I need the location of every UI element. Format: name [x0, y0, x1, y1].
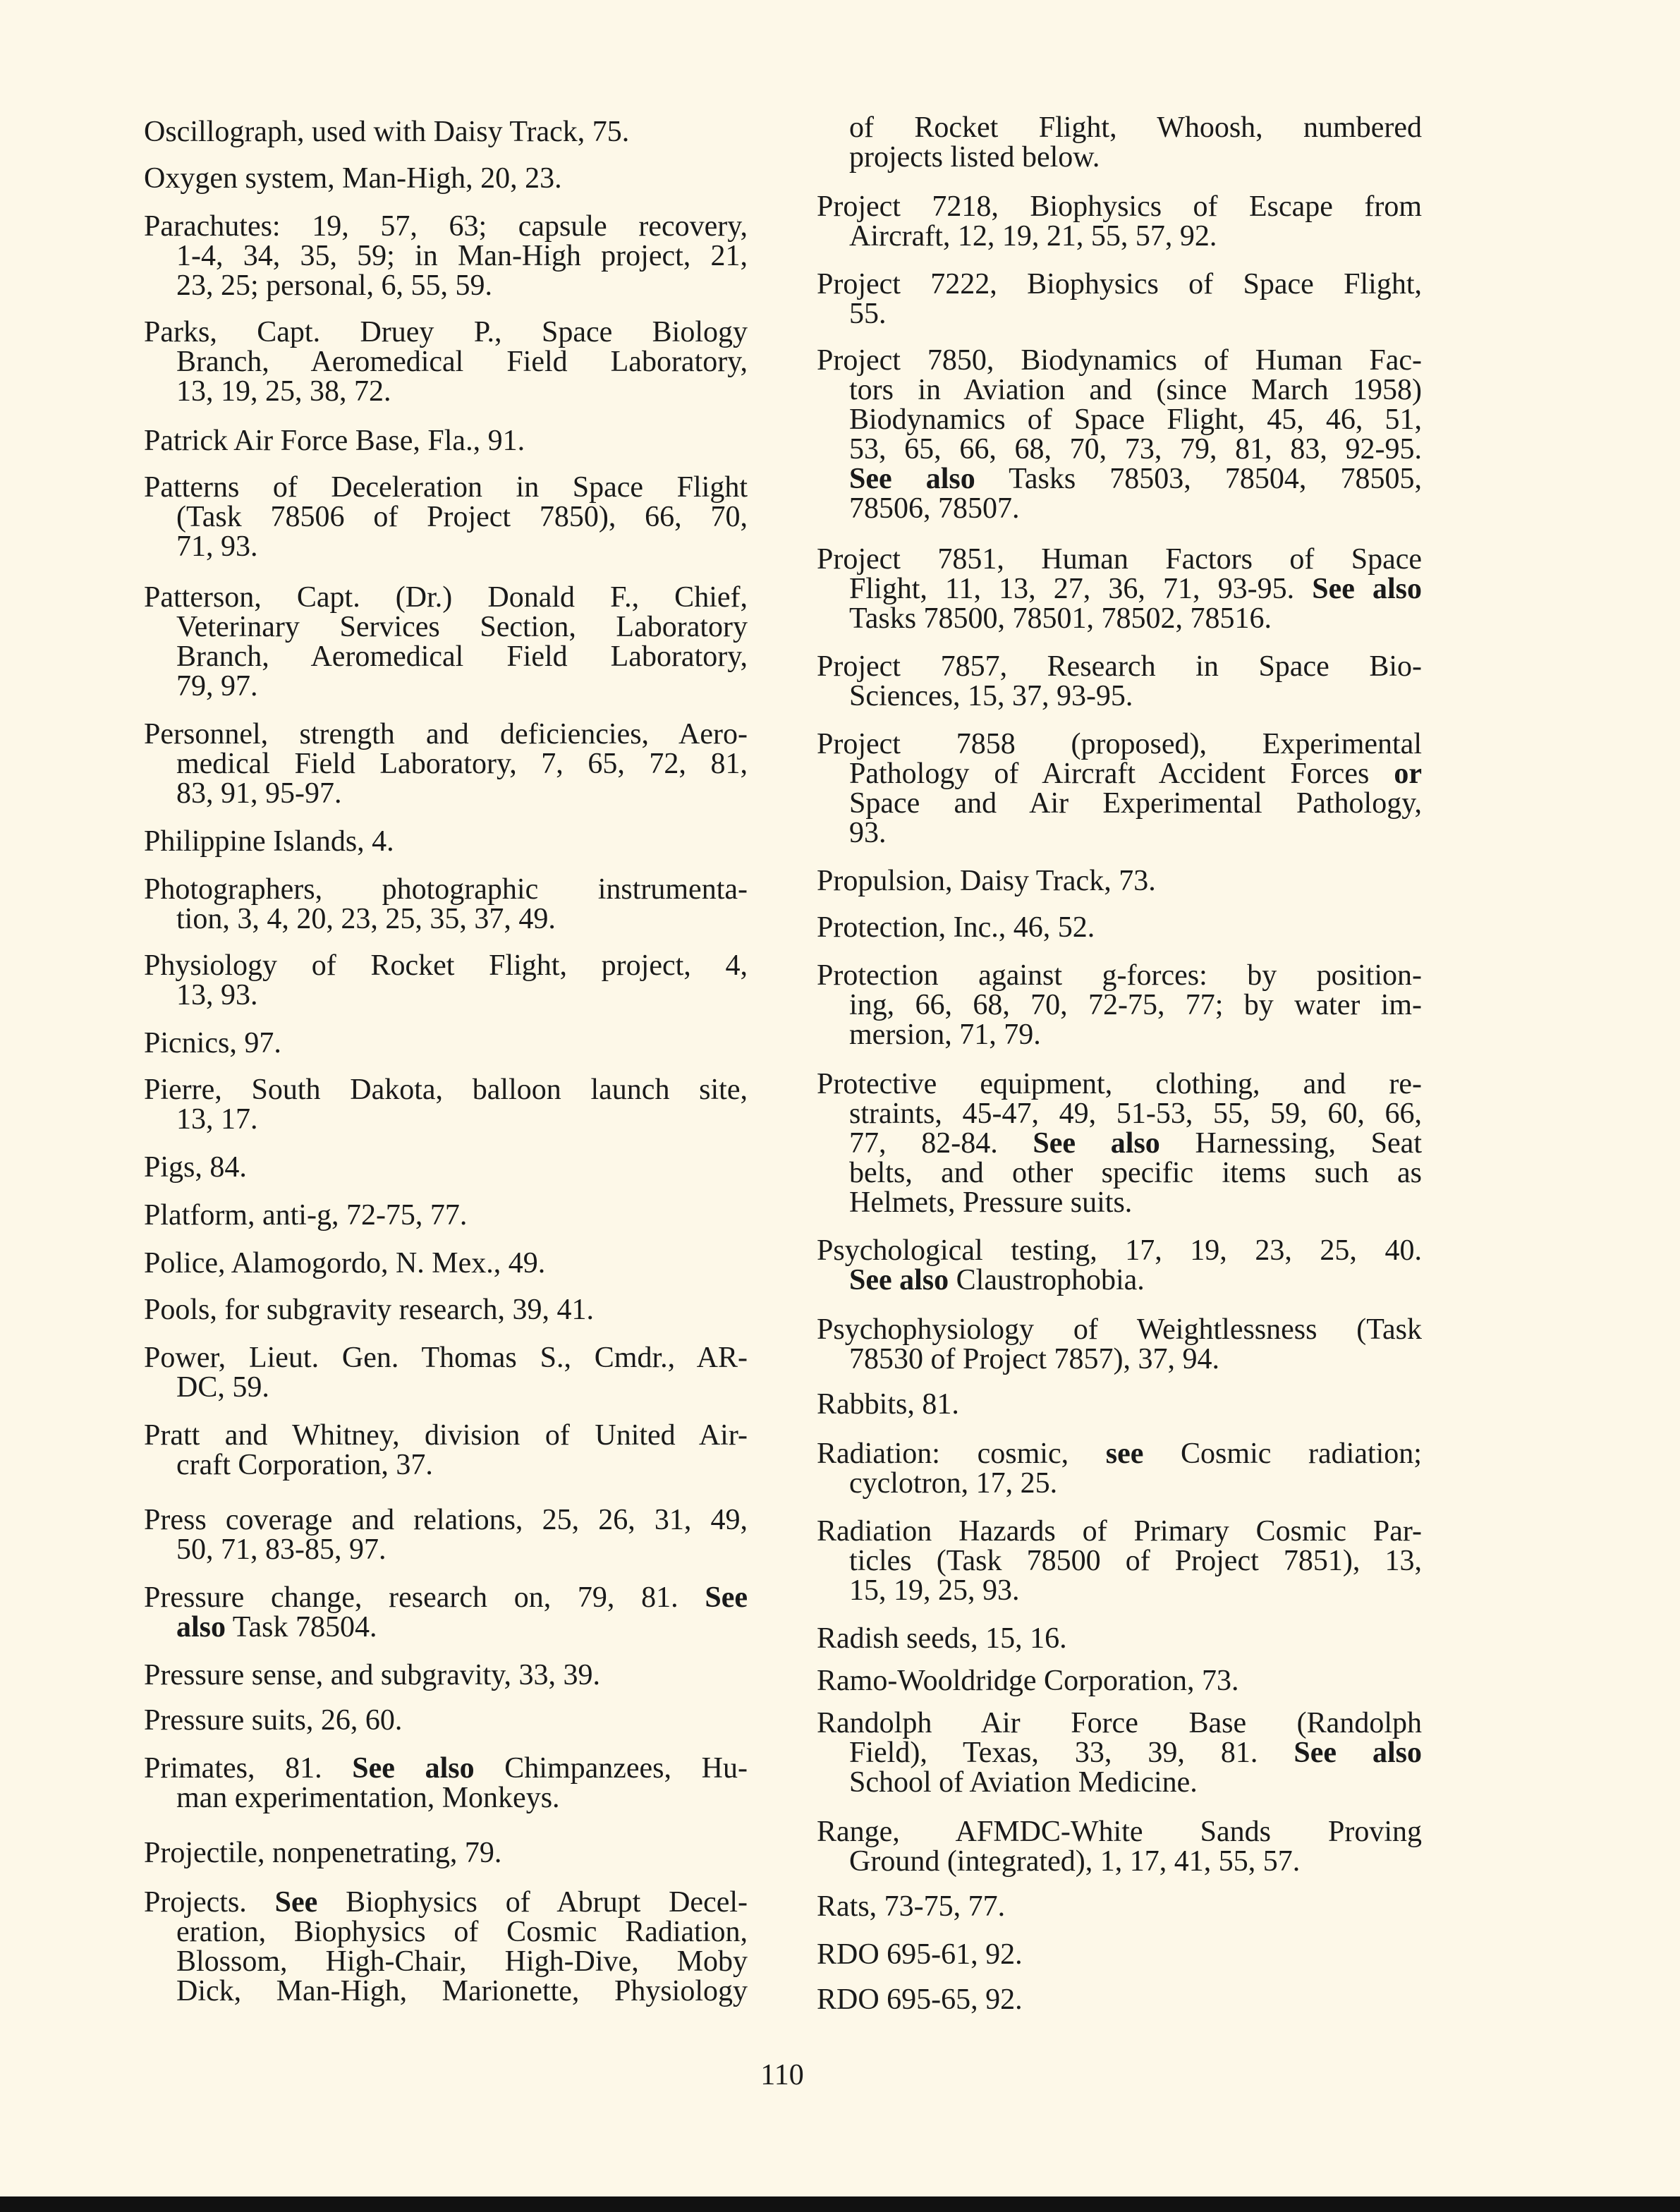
entry-text: Flight, 11, 13, 27, 36, 71, 93-95. [849, 573, 1313, 605]
index-entry-line: Psychological testing, 17, 19, 23, 25, 40. [817, 1234, 1422, 1267]
index-entry-line: Power, Lieut. Gen. Thomas S., Cmdr., AR- [144, 1342, 748, 1374]
index-entry [817, 1517, 1422, 1605]
index-entry [817, 1708, 1422, 1797]
index-entry-line: Project 7850, Biodynamics of Human Fac- [817, 344, 1422, 377]
entry-text: Primates, 81. [144, 1752, 353, 1785]
entry-text: Field), Texas, 33, 39, 81. [849, 1737, 1294, 1769]
index-entry-line: Radish seeds, 15, 16. [817, 1622, 1067, 1655]
index-entry [817, 652, 1422, 711]
index-entry [144, 1583, 748, 1642]
index-entry [817, 1315, 1422, 1374]
index-entry-line: 78530 of Project 7857), 37, 94. [849, 1343, 1219, 1375]
index-entry [817, 866, 1422, 896]
index-entry [817, 1439, 1422, 1498]
index-entry [817, 961, 1422, 1050]
index-entry-line: Aircraft, 12, 19, 21, 55, 57, 92. [849, 220, 1217, 253]
index-entry-line: belts, and other specific items such as [849, 1157, 1422, 1189]
index-entry [817, 113, 1422, 172]
index-entry-line: Philippine Islands, 4. [144, 825, 394, 858]
index-entry-line: (Task 78506 of Project 7850), 66, 70, [176, 501, 748, 533]
index-entry [144, 426, 748, 456]
index-entry-line: Photographers, photographic instrumenta- [144, 873, 748, 906]
index-entry-line: 93. [849, 817, 887, 849]
index-entry-line: tion, 3, 4, 20, 23, 25, 35, 37, 49. [176, 903, 556, 935]
entry-text: Tasks 78503, 78504, 78505, [975, 463, 1422, 495]
index-entry [817, 1624, 1422, 1653]
index-entry-line: Protection, Inc., 46, 52. [817, 911, 1095, 944]
index-entry-line: of Rocket Flight, Whoosh, numbered [849, 111, 1422, 144]
index-entry [144, 117, 748, 147]
entry-text: Task 78504. [226, 1611, 377, 1643]
index-entry-line: Radiation Hazards of Primary Cosmic Par- [817, 1515, 1422, 1548]
index-entry-line: ing, 66, 68, 70, 72-75, 77; by water im- [849, 989, 1422, 1021]
index-entry [144, 473, 748, 561]
index-entry [144, 875, 748, 934]
index-entry [817, 1940, 1422, 1969]
index-entry-line [817, 464, 1422, 494]
index-entry-line: Project 7222, Biophysics of Space Flight, [817, 268, 1422, 300]
index-entry-line: RDO 695-61, 92. [817, 1938, 1023, 1971]
index-entry-line: Helmets, Pressure suits. [849, 1186, 1133, 1219]
index-entry-line: Pierre, South Dakota, balloon launch site, [144, 1074, 748, 1106]
index-entry-line: Pressure suits, 26, 60. [144, 1704, 403, 1737]
index-entry-line: Pigs, 84. [144, 1151, 247, 1184]
index-entry [817, 1666, 1422, 1696]
index-entry-line: projects listed below. [849, 141, 1100, 174]
index-entry-line: 50, 71, 83-85, 97. [176, 1533, 386, 1566]
index-entry-line: Picnics, 97. [144, 1027, 281, 1059]
entry-text: Radiation: cosmic, [817, 1438, 1106, 1470]
index-entry-line: Range, AFMDC-White Sands Proving [817, 1816, 1422, 1848]
entry-text: Biophysics of Abrupt Decel- [317, 1886, 748, 1919]
index-entry-line: Project 7858 (proposed), Experimental [817, 728, 1422, 760]
index-entry [144, 1838, 748, 1868]
index-entry [144, 1706, 748, 1735]
page-bottom-edge [0, 2196, 1680, 2212]
index-entry [144, 951, 748, 1010]
cross-reference-label: See also [849, 1264, 949, 1296]
index-entry-line: man experimentation, Monkeys. [176, 1782, 560, 1814]
index-entry-line: cyclotron, 17, 25. [849, 1467, 1058, 1500]
index-entry-line: Ramo-Wooldridge Corporation, 73. [817, 1665, 1239, 1697]
index-entry [144, 1295, 748, 1325]
index-entry-line: 13, 19, 25, 38, 72. [176, 375, 391, 408]
index-entry-line: 13, 17. [176, 1103, 258, 1136]
index-entry-line: 53, 65, 66, 68, 70, 73, 79, 81, 83, 92-95. [849, 433, 1422, 466]
cross-reference-label: See also [1033, 1127, 1160, 1160]
index-entry-line: 55. [849, 298, 887, 330]
index-entry-line: RDO 695-65, 92. [817, 1983, 1023, 2016]
index-entry-line: Press coverage and relations, 25, 26, 31, 49, [144, 1504, 748, 1536]
index-entry-line: Project 7218, Biophysics of Escape from [817, 190, 1422, 223]
page-number: 110 [760, 2059, 804, 2091]
index-entry-line: 78506, 78507. [849, 492, 1020, 525]
index-entry-line: Branch, Aeromedical Field Laboratory, [176, 640, 748, 673]
index-entry-line: mersion, 71, 79. [849, 1019, 1041, 1051]
index-entry-line: School of Aviation Medicine. [849, 1766, 1198, 1799]
index-entry-line: Protective equipment, clothing, and re- [817, 1068, 1422, 1100]
index-entry [144, 1505, 748, 1564]
index-entry [144, 1343, 748, 1402]
cross-reference-label: also [176, 1611, 226, 1643]
index-entry-line: Oxygen system, Man-High, 20, 23. [144, 162, 562, 195]
index-entry [817, 913, 1422, 942]
index-entry [144, 1421, 748, 1480]
index-entry-line: Ground (integrated), 1, 17, 41, 55, 57. [849, 1845, 1301, 1878]
index-entry-line: Projectile, nonpenetrating, 79. [144, 1837, 502, 1869]
index-entry-line: Patrick Air Force Base, Fla., 91. [144, 425, 525, 457]
index-entry-line [144, 1754, 748, 1783]
index-entry [144, 719, 748, 808]
index-entry-line: Oscillograph, used with Daisy Track, 75. [144, 116, 630, 148]
index-entry-line [817, 1265, 1422, 1295]
index-entry-line: Propulsion, Daisy Track, 73. [817, 865, 1156, 897]
index-entry-line [817, 1738, 1422, 1768]
index-entry-line: Physiology of Rocket Flight, project, 4, [144, 949, 748, 982]
index-entry-line: Pools, for subgravity research, 39, 41. [144, 1294, 595, 1326]
index-entry-line: Patterns of Deceleration in Space Flight [144, 471, 748, 504]
index-entry-line [144, 1888, 748, 1917]
index-entry [817, 1390, 1422, 1419]
index-entry [144, 1028, 748, 1058]
index-entry-line: Police, Alamogordo, N. Mex., 49. [144, 1247, 546, 1280]
cross-reference-label: See also [1294, 1737, 1423, 1769]
entry-text: Cosmic radiation; [1143, 1438, 1422, 1470]
index-entry [817, 545, 1422, 633]
entry-text: Projects. [144, 1886, 275, 1919]
index-entry [144, 317, 748, 406]
entry-text: 77, 82-84. [849, 1127, 1033, 1160]
index-entry-line: Rats, 73-75, 77. [817, 1890, 1006, 1923]
index-entry [144, 583, 748, 701]
cross-reference-label: See also [1312, 573, 1423, 605]
cross-reference-label: see [1105, 1438, 1144, 1470]
index-entry-line: 83, 91, 95-97. [176, 777, 342, 810]
index-entry-line: 1-4, 34, 35, 59; in Man-High project, 21, [176, 240, 748, 272]
index-entry [817, 1236, 1422, 1295]
index-entry [817, 1817, 1422, 1876]
index-entry [144, 1075, 748, 1134]
entry-text: Claustrophobia. [949, 1264, 1145, 1296]
index-entry [144, 1754, 748, 1813]
index-entry-line: Psychophysiology of Weightlessness (Task [817, 1313, 1422, 1346]
index-entry-line: 15, 19, 25, 93. [849, 1574, 1020, 1607]
index-entry [144, 1660, 748, 1690]
index-entry-line: Sciences, 15, 37, 93-95. [849, 680, 1133, 712]
index-entry-line: Tasks 78500, 78501, 78502, 78516. [849, 602, 1272, 635]
index-entry-line: Dick, Man-High, Marionette, Physiology [176, 1975, 748, 2007]
index-entry [144, 164, 748, 193]
cross-reference-label: See also [352, 1752, 475, 1785]
index-entry-line: Veterinary Services Section, Laboratory [176, 611, 748, 643]
cross-reference-label: or [1394, 758, 1422, 790]
index-entry-line: Pratt and Whitney, division of United Air- [144, 1419, 748, 1452]
index-entry-line: Patterson, Capt. (Dr.) Donald F., Chief, [144, 581, 748, 614]
entry-text: Harnessing, Seat [1159, 1127, 1422, 1160]
index-entry [817, 1985, 1422, 2015]
index-entry-line: eration, Biophysics of Cosmic Radiation, [176, 1916, 748, 1948]
index-entry [817, 1892, 1422, 1921]
entry-text: Chimpanzees, Hu- [474, 1752, 748, 1785]
index-entry-line [144, 1583, 748, 1612]
cross-reference-label: See [705, 1581, 748, 1614]
index-entry [144, 1888, 748, 2006]
index-entry-line: 23, 25; personal, 6, 55, 59. [176, 269, 492, 302]
index-entry [144, 1153, 748, 1182]
index-entry [817, 1069, 1422, 1217]
index-entry-line: ticles (Task 78500 of Project 7851), 13, [849, 1545, 1422, 1577]
index-entry-line: 71, 93. [176, 530, 258, 563]
index-entry-line: Personnel, strength and deficiencies, Aero- [144, 718, 748, 750]
index-entry-line: Parks, Capt. Druey P., Space Biology [144, 316, 748, 348]
index-entry [817, 346, 1422, 523]
index-entry [144, 1201, 748, 1230]
cross-reference-label: See also [849, 463, 975, 495]
index-entry-line: 13, 93. [176, 979, 258, 1011]
index-entry-line: Rabbits, 81. [817, 1388, 959, 1421]
index-entry-line: Parachutes: 19, 57, 63; capsule recovery, [144, 210, 748, 243]
index-entry [144, 212, 748, 300]
index-entry-line: 79, 97. [176, 670, 258, 703]
index-entry-line: tors in Aviation and (since March 1958) [849, 374, 1422, 406]
index-entry [817, 269, 1422, 329]
index-entry [144, 1248, 748, 1278]
index-entry-line: medical Field Laboratory, 7, 65, 72, 81, [176, 748, 748, 780]
index-entry-line: Randolph Air Force Base (Randolph [817, 1707, 1422, 1739]
index-entry-line: craft Corporation, 37. [176, 1449, 433, 1481]
index-entry-line: DC, 59. [176, 1371, 269, 1404]
cross-reference-label: See [274, 1886, 318, 1919]
index-entry-line: Platform, anti-g, 72-75, 77. [144, 1199, 468, 1232]
index-entry-line [817, 574, 1422, 604]
index-entry-line [817, 1439, 1422, 1469]
index-entry-line: Pressure sense, and subgravity, 33, 39. [144, 1659, 601, 1691]
index-entry-line: Branch, Aeromedical Field Laboratory, [176, 346, 748, 378]
index-entry [817, 192, 1422, 251]
index-entry [144, 827, 748, 856]
index-entry-line [817, 759, 1422, 789]
index-entry [817, 729, 1422, 848]
index-entry-line: Biodynamics of Space Flight, 45, 46, 51, [849, 403, 1422, 436]
index-entry-line: Space and Air Experimental Pathology, [849, 787, 1422, 820]
index-entry-line: Protection against g-forces: by position- [817, 959, 1422, 992]
index-entry-line: Project 7851, Human Factors of Space [817, 543, 1422, 576]
index-entry-line [144, 1612, 748, 1642]
entry-text: Pressure change, research on, 79, 81. [144, 1581, 705, 1614]
index-entry-line: straints, 45-47, 49, 51-53, 55, 59, 60, 66, [849, 1098, 1422, 1130]
index-entry-line: Blossom, High-Chair, High-Dive, Moby [176, 1945, 748, 1978]
index-entry-line [817, 1129, 1422, 1158]
index-entry-line: Project 7857, Research in Space Bio- [817, 650, 1422, 683]
entry-text: Pathology of Aircraft Accident Forces [849, 758, 1394, 790]
